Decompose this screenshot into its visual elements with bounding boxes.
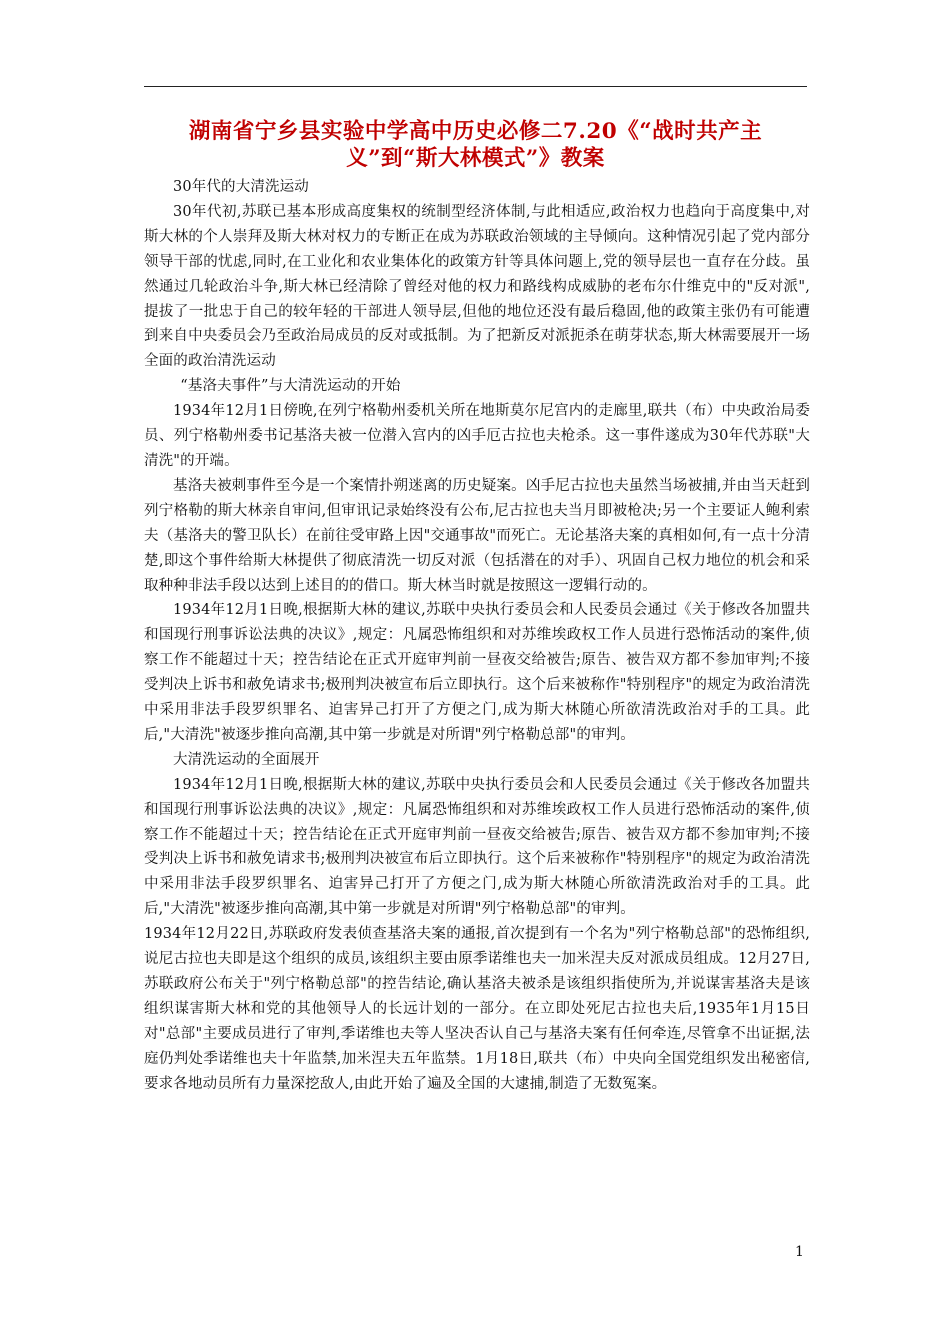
paragraph: “基洛夫事件”与大清洗运动的开始 <box>180 378 401 395</box>
paragraph: 大清洗运动的全面展开 <box>173 751 320 768</box>
paragraph: 30年代的大清洗运动 <box>173 179 309 195</box>
paragraph: 30年代初,苏联已基本形成高度集权的统制型经济体制,与此相适应,政治权力也趋向于高度集中,对斯大林的个人崇拜及斯大林对权力的专断正在成为苏联政治领域的主导倾向。这种情况引起了党内部分领导干部的忧虑,同时,在工业化和农业集体化的政策方针等具体问题上,党的领导层也一直存在分歧。虽然通过几轮政治斗争,斯大林已经清除了曾经对他的权力和路线构成威胁的老布尔什维克中的"反对派",提拔了一批忠于自己的较年轻的干部进人领导层,但他的地位还没有最后稳固,他的政策主张仍有可能遭到来自中央委员会乃至政治局成员的反对或抵制。为了把新反对派扼杀在萌芽状态,斯大林需要展开一场全面的政治清洗运动 <box>144 203 810 370</box>
paragraph: 基洛夫被刺事件至今是一个案情扑朔迷离的历史疑案。凶手尼古拉也夫虽然当场被捕,并由当天赶到列宁格勒的斯大林亲自审问,但审讯记录始终没有公布,尼古拉也夫当月即被枪决;另一个主要证人鲍利索夫（基洛夫的警卫队长）在前往受审路上因"交通事故"而死亡。无论基洛夫案的真相如何,有一点十分清楚,即这个事件给斯大林提供了彻底清洗一切反对派（包括潜在的对手）、巩固自己权力地位的机会和采取种种非法手段以达到上述目的的借口。斯大林当时就是按照这一逻辑行动的。 <box>144 477 810 594</box>
paragraph: 1934年12月1日晚,根据斯大林的建议,苏联中央执行委员会和人民委员会通过《关于修改各加盟共和国现行刑事诉讼法典的决议》,规定：凡属恐怖组织和对苏维埃政权工作人员进行恐怖活动的案件,侦察工作不能超过十天；控告结论在正式开庭审判前一昼夜交给被告;原告、被告双方都不参加审判;不接受判决上诉书和赦免请求书;极刑判决被宣布后立即执行。这个后来被称作"特别程序"的规定为政治清洗中采用非法手段罗织罪名、迫害异己打开了方便之门,成为斯大林随心所欲清洗政治对手的工具。此后,"大清洗"被逐步推向高潮,其中第一步就是对所谓"列宁格勒总部"的审判。 <box>144 776 810 918</box>
title-line-2: 义”到“斯大林模式”》教案 <box>346 146 605 171</box>
header-rule <box>144 86 807 87</box>
paragraph: 1934年12月22日,苏联政府发表侦查基洛夫案的通报,首次提到有一个名为"列宁格勒总部"的恐怖组织,说尼古拉也夫即是这个组织的成员,该组织主要由原季诺维也夫一加米涅夫反对派成员组成。12月27日,苏联政府公布关于"列宁格勒总部"的控告结论,确认基洛夫被杀是该组织指使所为,并说谋害基洛夫是该组织谋害斯大林和党的其他领导人的长远计划的一部分。在立即处死尼古拉也夫后,1935年1月15日对"总部"主要成员进行了审判,季诺维也夫等人坚决否认自己与基洛夫案有任何牵连,尽管拿不出证据,法庭仍判处季诺维也夫十年监禁,加米涅夫五年监禁。1月18日,联共（布）中央向全国党组织发出秘密信,要求各地动员所有力量深挖敌人,由此开始了遍及全国的大逮捕,制造了无数冤案。 <box>144 926 810 1092</box>
page-number: 1 <box>795 1244 804 1260</box>
document-body <box>144 175 810 1097</box>
document-title <box>144 118 807 172</box>
paragraph: 1934年12月1日晚,根据斯大林的建议,苏联中央执行委员会和人民委员会通过《关于修改各加盟共和国现行刑事诉讼法典的决议》,规定：凡属恐怖组织和对苏维埃政权工作人员进行恐怖活动的案件,侦察工作不能超过十天；控告结论在正式开庭审判前一昼夜交给被告;原告、被告双方都不参加审判;不接受判决上诉书和赦免请求书;极刑判决被宣布后立即执行。这个后来被称作"特别程序"的规定为政治清洗中采用非法手段罗织罪名、迫害异己打开了方便之门,成为斯大林随心所欲清洗政治对手的工具。此后,"大清洗"被逐步推向高潮,其中第一步就是对所谓"列宁格勒总部"的审判。 <box>144 602 810 743</box>
paragraph: 1934年12月1日傍晚,在列宁格勒州委机关所在地斯莫尔尼宫内的走廊里,联共（布）中央政治局委员、列宁格勒州委书记基洛夫被一位潜入宫内的凶手厄古拉也夫枪杀。这一事件遂成为30年代苏联"大清洗"的开端。 <box>144 403 810 469</box>
title-line-1: 湖南省宁乡县实验中学高中历史必修二7.20《“战时共产主 <box>188 119 763 144</box>
